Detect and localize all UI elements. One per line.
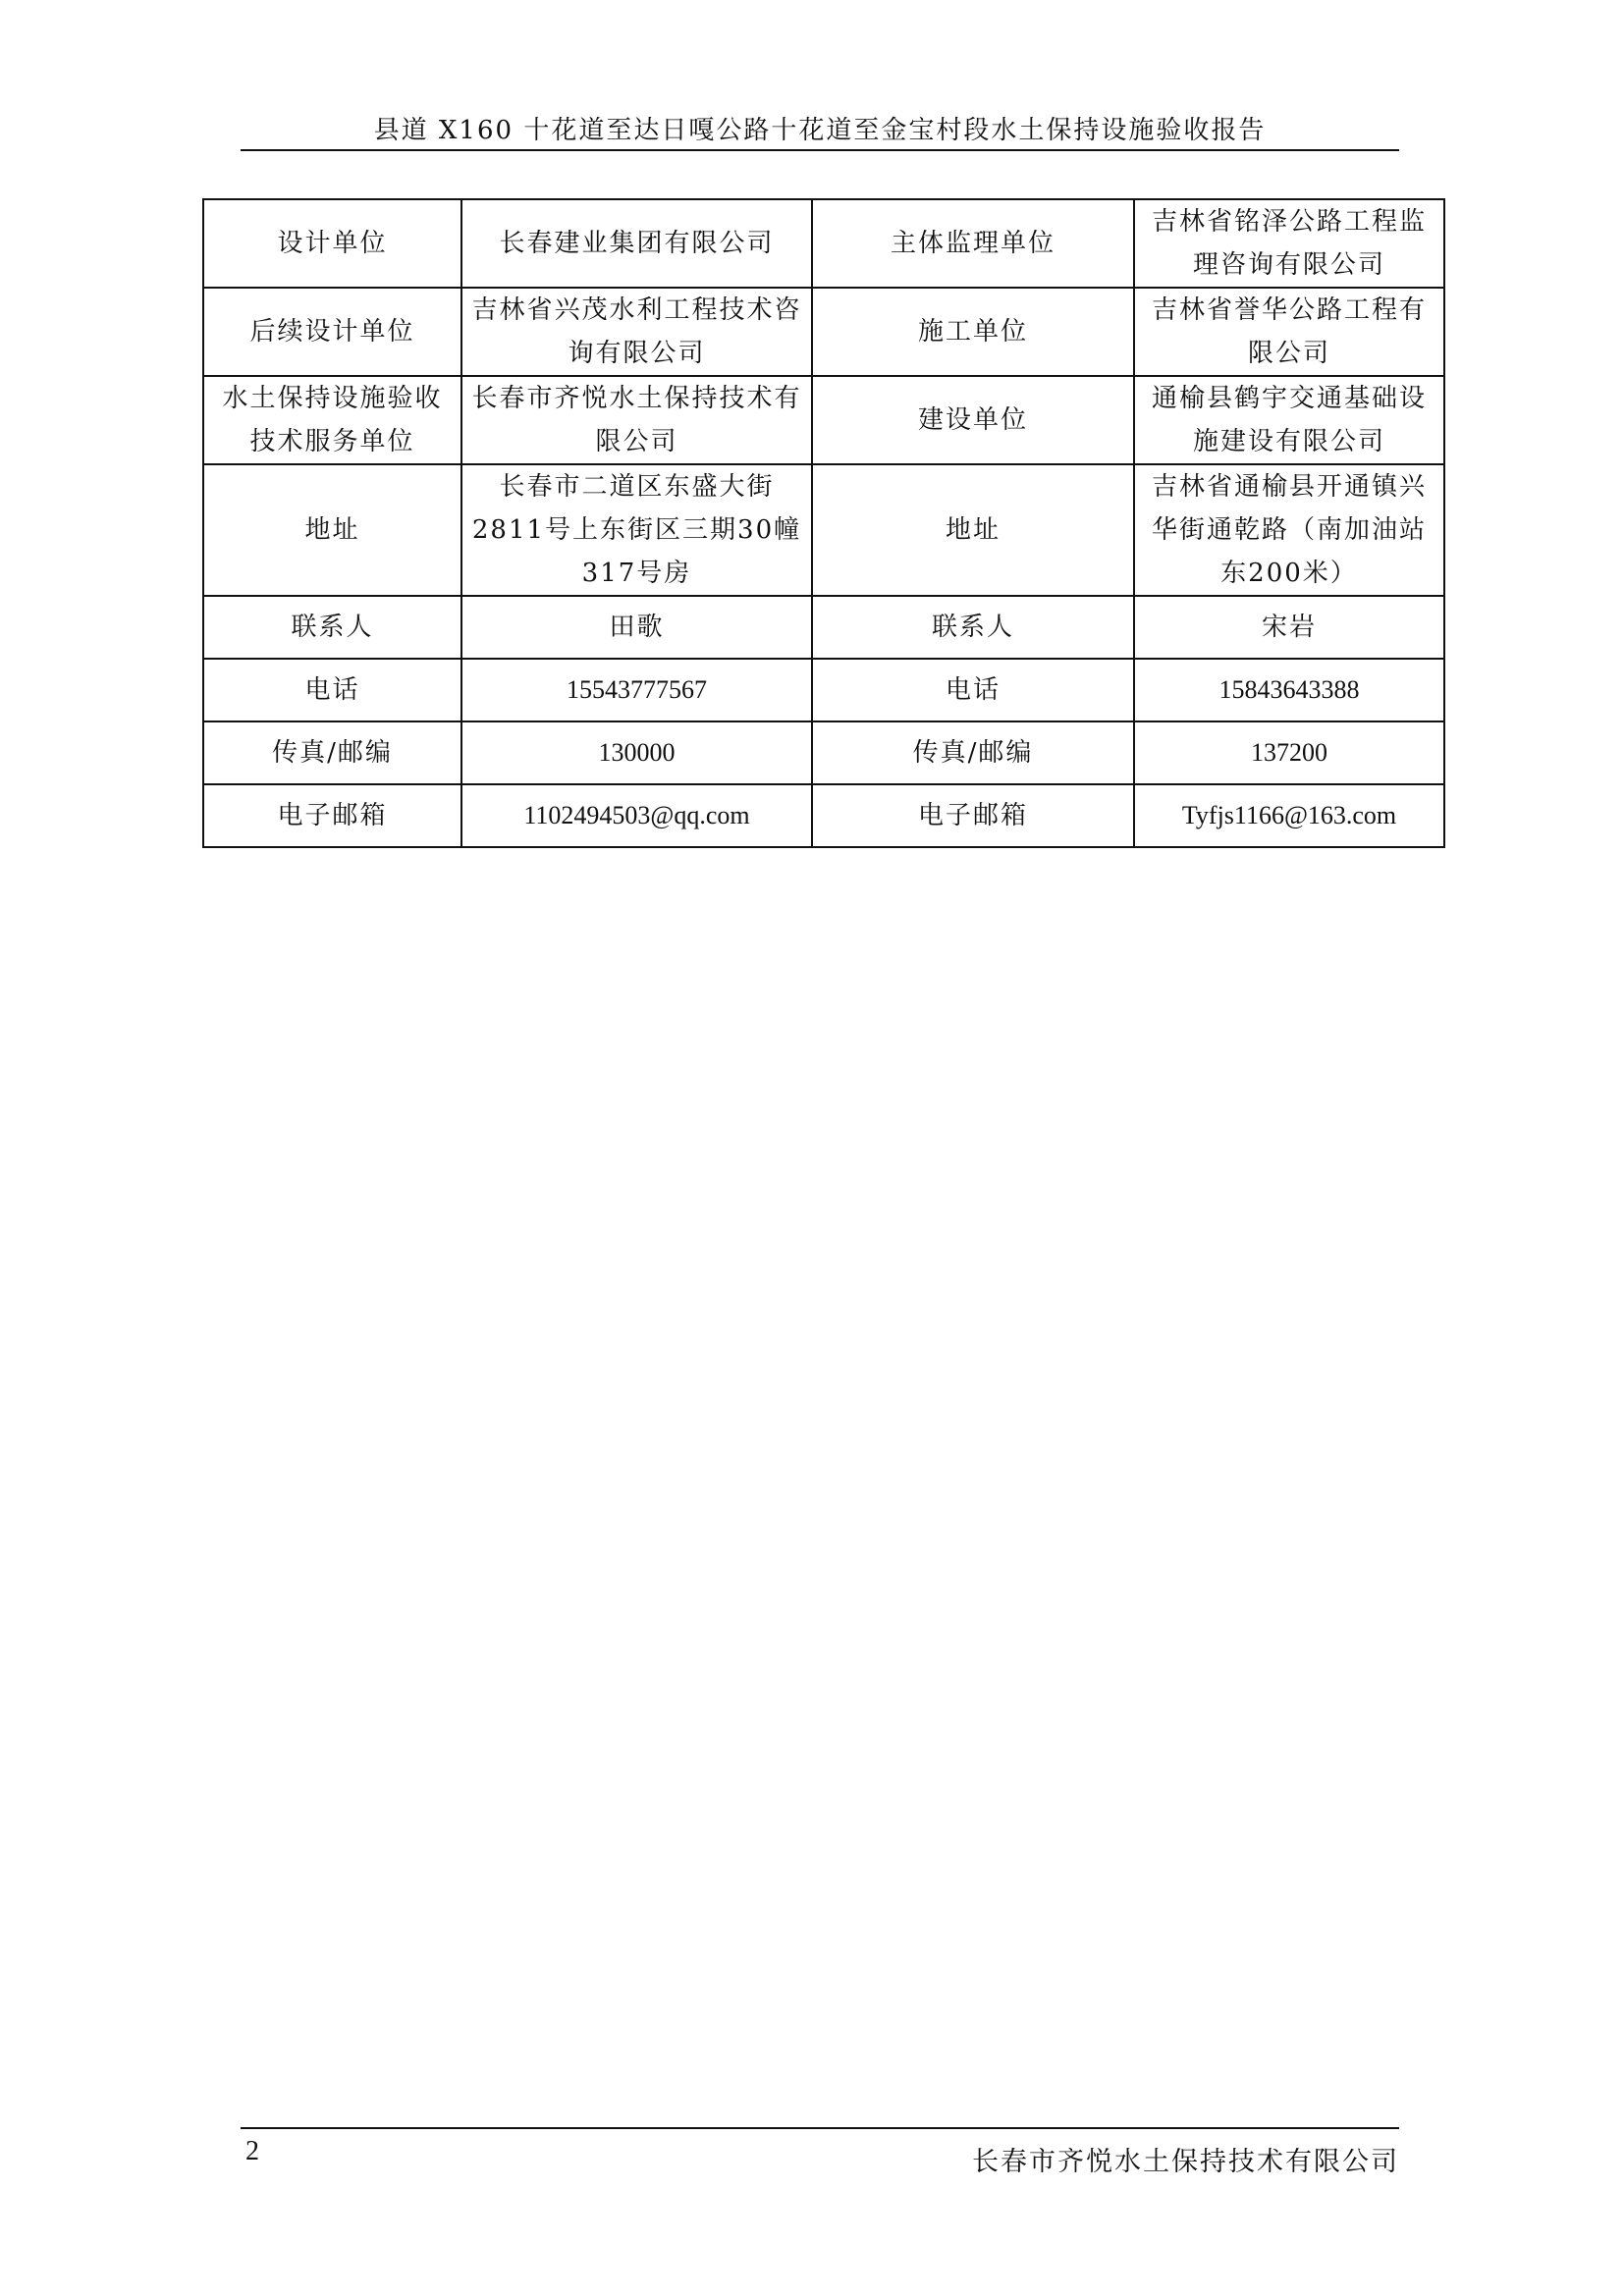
footer-divider	[241, 2127, 1399, 2129]
label-email-left: 电子邮箱	[203, 784, 461, 847]
label-followup-design-unit: 后续设计单位	[203, 288, 461, 376]
label-contact-left: 联系人	[203, 596, 461, 659]
table-row	[203, 721, 1444, 784]
project-units-table	[202, 198, 1445, 848]
label-phone-right: 电话	[812, 659, 1134, 721]
table-row	[203, 596, 1444, 659]
table-row	[203, 464, 1444, 596]
value-construction-unit: 吉林省誉华公路工程有限公司	[1134, 288, 1444, 376]
value-contact-left: 田歌	[461, 596, 812, 659]
table-row	[203, 784, 1444, 847]
value-design-unit: 长春建业集团有限公司	[461, 199, 812, 288]
value-phone-right: 15843643388	[1134, 659, 1444, 721]
label-fax-zip-left: 传真/邮编	[203, 721, 461, 784]
value-contact-right: 宋岩	[1134, 596, 1444, 659]
page-header-title: 县道 X160 十花道至达日嘎公路十花道至金宝村段水土保持设施验收报告	[373, 116, 1267, 145]
table-row	[203, 288, 1444, 376]
footer-company-name: 长春市齐悦水土保持技术有限公司	[972, 2147, 1399, 2177]
label-fax-zip-right: 传真/邮编	[812, 721, 1134, 784]
value-phone-left: 15543777567	[461, 659, 812, 721]
label-design-unit: 设计单位	[203, 199, 461, 288]
label-address-left: 地址	[203, 464, 461, 596]
value-address-right: 吉林省通榆县开通镇兴华街通乾路（南加油站东200米）	[1134, 464, 1444, 596]
page-number: 2	[245, 2136, 259, 2166]
label-email-right: 电子邮箱	[812, 784, 1134, 847]
label-acceptance-service-unit: 水土保持设施验收技术服务单位	[203, 376, 461, 464]
label-builder-unit: 建设单位	[812, 376, 1134, 464]
value-acceptance-service-unit: 长春市齐悦水土保持技术有限公司	[461, 376, 812, 464]
header-divider	[241, 149, 1399, 151]
label-supervision-unit: 主体监理单位	[812, 199, 1134, 288]
label-contact-right: 联系人	[812, 596, 1134, 659]
value-address-left: 长春市二道区东盛大街2811号上东街区三期30幢317号房	[461, 464, 812, 596]
value-supervision-unit: 吉林省铭泽公路工程监理咨询有限公司	[1134, 199, 1444, 288]
label-address-right: 地址	[812, 464, 1134, 596]
table-row	[203, 659, 1444, 721]
value-email-right: Tyfjs1166@163.com	[1134, 784, 1444, 847]
value-builder-unit: 通榆县鹤宇交通基础设施建设有限公司	[1134, 376, 1444, 464]
value-followup-design-unit: 吉林省兴茂水利工程技术咨询有限公司	[461, 288, 812, 376]
label-phone-left: 电话	[203, 659, 461, 721]
label-construction-unit: 施工单位	[812, 288, 1134, 376]
table-row	[203, 376, 1444, 464]
value-fax-zip-left: 130000	[461, 721, 812, 784]
table-row	[203, 199, 1444, 288]
value-fax-zip-right: 137200	[1134, 721, 1444, 784]
value-email-left: 1102494503@qq.com	[461, 784, 812, 847]
